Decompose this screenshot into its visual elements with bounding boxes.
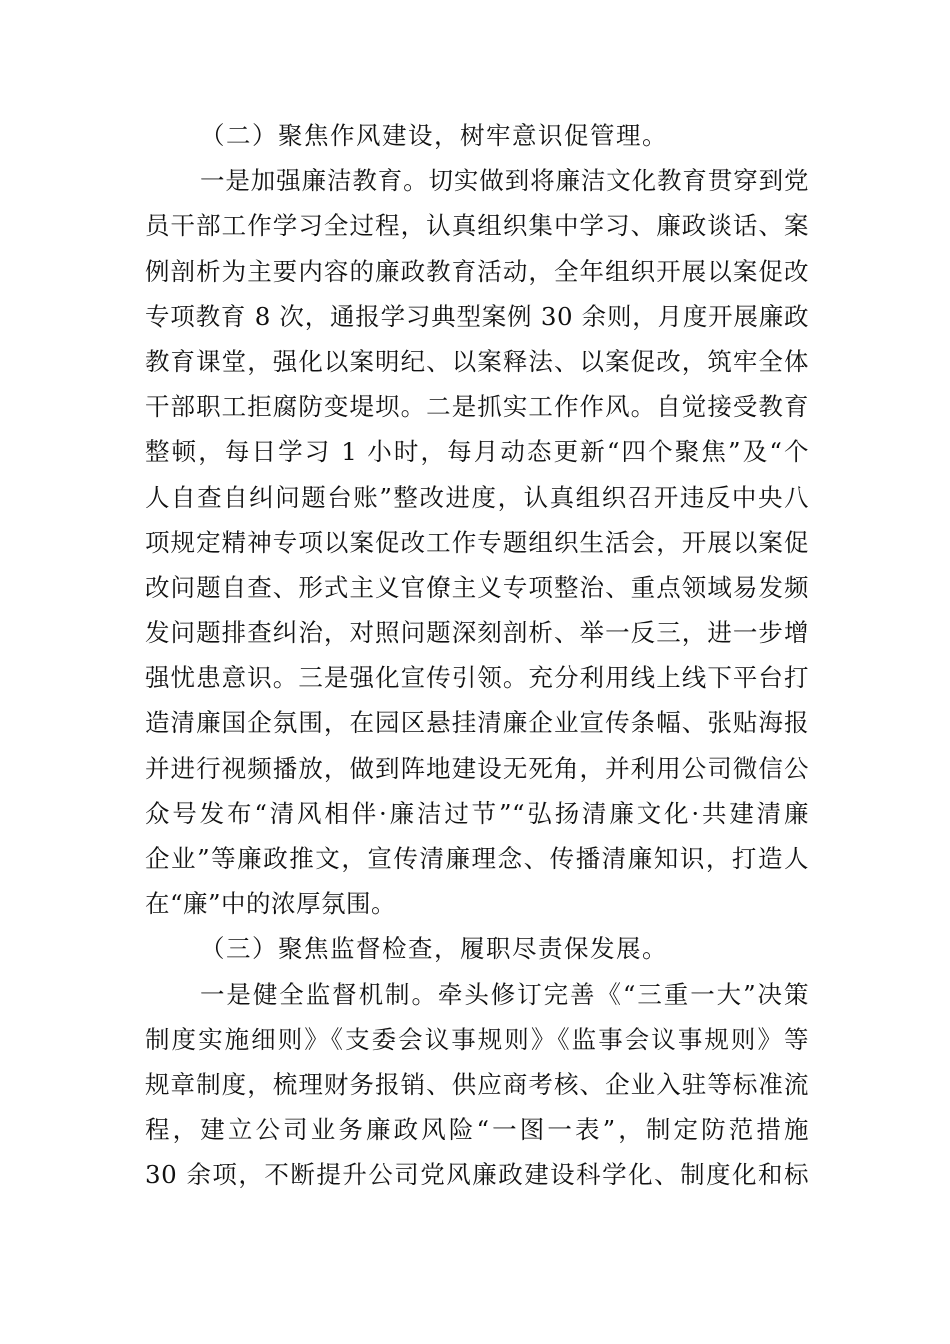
paragraph-line: 一是健全监督机制。牵头修订完善《“三重一大”决策 — [200, 979, 809, 1009]
paragraph-line: 众号发布“清风相伴·廉洁过节”“弘扬清廉文化·共建清廉 — [145, 798, 809, 828]
paragraph-line: 干部职工拒腐防变堤坝。二是抓实工作作风。自觉接受教育 — [145, 392, 809, 422]
paragraph-line: 项规定精神专项以案促改工作专题组织生活会，开展以案促 — [145, 527, 809, 557]
paragraph-line: 一是加强廉洁教育。切实做到将廉洁文化教育贯穿到党 — [200, 166, 809, 196]
paragraph-line: 程，建立公司业务廉政风险“一图一表”，制定防范措施 — [145, 1115, 809, 1145]
paragraph-line: 强忧患意识。三是强化宣传引领。充分利用线上线下平台打 — [145, 663, 809, 693]
paragraph-line: 30 余项，不断提升公司党风廉政建设科学化、制度化和标 — [145, 1160, 809, 1190]
paragraph-line: 规章制度，梳理财务报销、供应商考核、企业入驻等标准流 — [145, 1069, 809, 1099]
paragraph-line: 人自查自纠问题台账”整改进度，认真组织召开违反中央八 — [145, 482, 809, 512]
paragraph-line: 并进行视频播放，做到阵地建设无死角，并利用公司微信公 — [145, 753, 809, 783]
section-heading-2: （二）聚焦作风建设，树牢意识促管理。 — [200, 121, 668, 150]
paragraph-line: 例剖析为主要内容的廉政教育活动，全年组织开展以案促改 — [145, 256, 809, 286]
paragraph-line: 制度实施细则》《支委会议事规则》《监事会议事规则》等 — [145, 1024, 809, 1054]
paragraph-line: 改问题自查、形式主义官僚主义专项整治、重点领域易发频 — [145, 572, 809, 602]
paragraph-line: 在“廉”中的浓厚氛围。 — [145, 889, 397, 919]
paragraph-line: 员干部工作学习全过程，认真组织集中学习、廉政谈话、案 — [145, 211, 809, 241]
paragraph-line: 教育课堂，强化以案明纪、以案释法、以案促改，筑牢全体 — [145, 346, 809, 376]
paragraph-line: 专项教育 8 次，通报学习典型案例 30 余则，月度开展廉政 — [145, 301, 809, 331]
section-heading-3: （三）聚焦监督检查，履职尽责保发展。 — [200, 934, 668, 964]
paragraph-line: 造清廉国企氛围，在园区悬挂清廉企业宣传条幅、张贴海报 — [145, 708, 809, 738]
paragraph-line: 企业”等廉政推文，宣传清廉理念、传播清廉知识，打造人 — [145, 844, 809, 873]
paragraph-line: 整顿，每日学习 1 小时，每月动态更新“四个聚焦”及“个 — [145, 437, 809, 467]
paragraph-line: 发问题排查纠治，对照问题深刻剖析、举一反三，进一步增 — [145, 618, 809, 648]
document-body — [145, 113, 809, 1198]
